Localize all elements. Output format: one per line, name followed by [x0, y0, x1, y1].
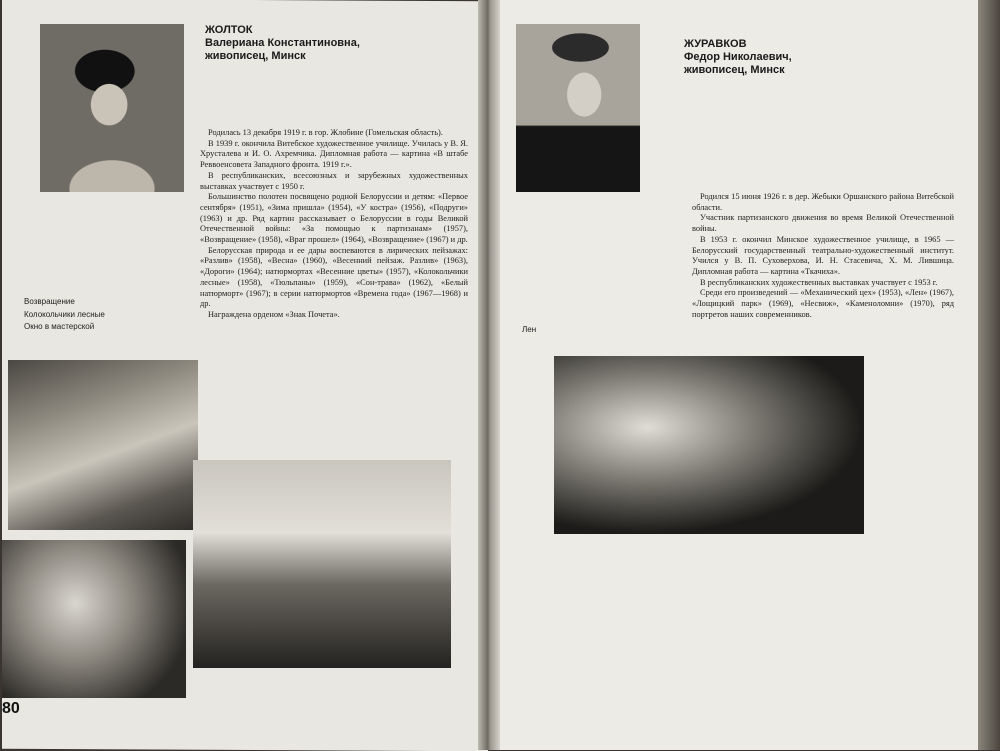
- artist-header-left: [205, 24, 365, 63]
- bio-paragraph: Родилась 13 декабря 1919 г. в гор. Жлобине (Гомельская область).: [208, 128, 443, 137]
- artist-header-right: [684, 38, 854, 77]
- bio-paragraph: Родился 15 июня 1926 г. в дер. Жебыки Оршанского района Витебской области.: [692, 192, 954, 212]
- book-gutter: [478, 0, 500, 750]
- caption-item: Окно в мастерской: [24, 322, 95, 331]
- painting-flax: [554, 356, 864, 534]
- bio-left: [200, 128, 468, 321]
- bio-paragraph: В республиканских художественных выставках участвует с 1953 г.: [700, 277, 938, 287]
- artist-full-name: Валериана Константиновна,: [205, 37, 360, 49]
- bio-paragraph: В 1953 г. окончил Минское художественное училище, в 1965 — Белорусский государственный театрально-художественный институт. Учился у В. П. Суховерхова, И. Н. Стасевича, Х. М. Лившица. Дипломная работа — картина «Ткачиха».: [692, 234, 954, 276]
- bio-paragraph: Среди его произведений — «Механический цех» (1953), «Лен» (1967), «Лощицкий парк» (1969), «Несвиж», «Каменоломни» (1970), ряд портретов наших современников.: [692, 288, 954, 319]
- painting-studio-window: [193, 460, 451, 668]
- caption-item: Возвращение: [24, 297, 75, 306]
- bio-paragraph: Награждена орденом «Знак Почета».: [208, 309, 340, 319]
- bio-right: [692, 192, 954, 320]
- bio-paragraph: Участник партизанского движения во время Великой Отечественной войны.: [692, 213, 954, 234]
- page-number: 80: [2, 700, 20, 717]
- captions-left: [24, 296, 105, 334]
- page-edge: [978, 0, 1000, 750]
- bio-paragraph: Большинство полотен посвящено родной Белоруссии и детям: «Первое сентября» (1951), «Зима пришла» (1954), «У костра» (1956), «Подруги» (1963) и др. Ряд картин рассказывает о Белоруссии в годы Великой Отечественной войны: «За помощью к партизанам» (1957), «Возвращение» (1958), «Враг прошел» (1964), «Возвращение» (1967) и др.: [200, 192, 468, 245]
- bio-paragraph: Белорусская природа и ее дары воспеваются в лирических пейзажах: «Разлив» (1958), «Весна» (1960), «Весенний пейзаж. Разлив» (1963), «Дороги» (1964); натюрмортах «Весенние цветы» (1957), «Колокольчики лесные» (1958), «Тюльпаны» (1959), «Сон-трава» (1962), «Белый натюрморт» (1967); в серии натюрмортов «Времена года» (1967—1968) и др.: [200, 245, 468, 309]
- artist-surname: ЖОЛТОК: [205, 24, 253, 36]
- artist-profession: живописец, Минск: [205, 50, 306, 62]
- portrait-zhuravkov: [516, 24, 640, 192]
- artist-profession: живописец, Минск: [684, 64, 785, 76]
- artist-full-name: Федор Николаевич,: [684, 51, 792, 63]
- artist-surname: ЖУРАВКОВ: [684, 38, 747, 50]
- caption-right: Лен: [522, 325, 537, 334]
- portrait-zholtok: [40, 24, 184, 192]
- bio-paragraph: В 1939 г. окончила Витебское художественное училище. Училась у В. Я. Хрусталева и И. О. Ахремчика. Дипломная работа — картина «В штабе Реввоенсовета Западного фронта. 1919 г.».: [200, 138, 468, 170]
- painting-return: [8, 360, 198, 530]
- painting-bluebells: [2, 540, 186, 698]
- bio-paragraph: В республиканских, всесоюзных и зарубежных художественных выставках участвует с 1950 г.: [200, 170, 468, 191]
- caption-item: Колокольчики лесные: [24, 309, 105, 319]
